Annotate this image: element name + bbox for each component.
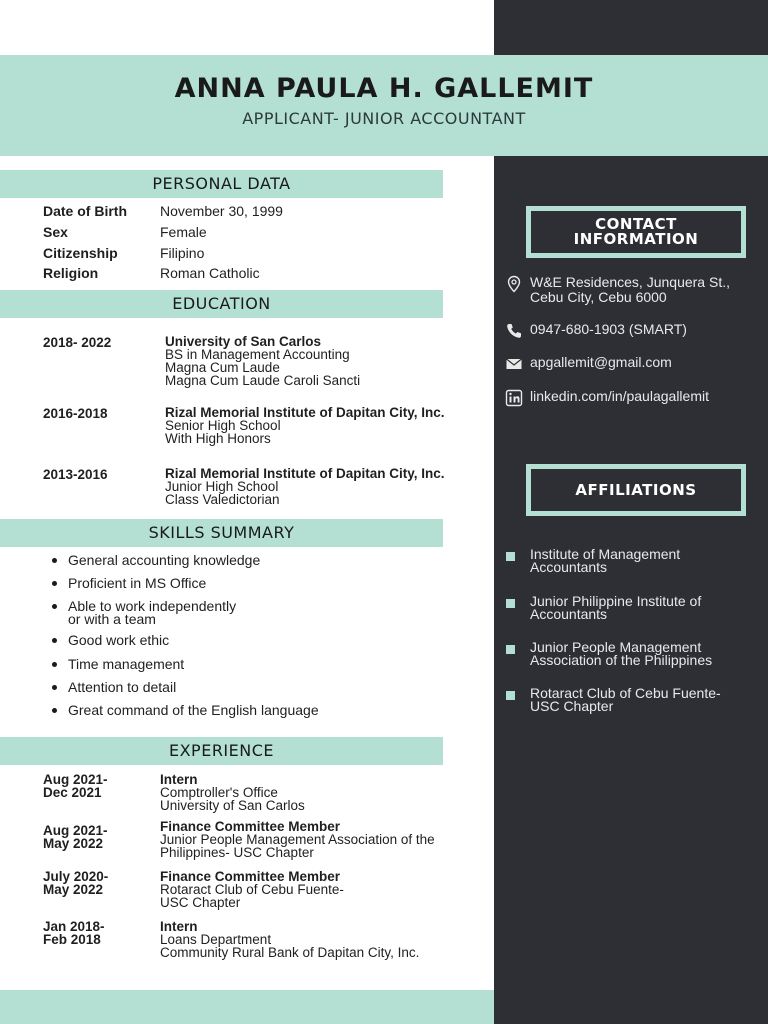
school-name: University of San Carlos: [165, 334, 322, 349]
affiliation-line: USC Chapter: [530, 698, 614, 714]
section-title-experience: EXPERIENCE: [0, 737, 443, 765]
affiliation-line: Accountants: [530, 606, 608, 622]
school-name: Rizal Memorial Institute of Dapitan City, Inc.: [165, 405, 445, 420]
section-title-education: EDUCATION: [0, 290, 443, 318]
affiliation-line: Accountants: [530, 559, 608, 575]
experience-date: [43, 824, 153, 850]
pd-value: Filipino: [160, 245, 205, 261]
experience-detail: USC Chapter: [160, 895, 241, 910]
affiliation-text: [530, 548, 755, 574]
experience-detail: Community Rural Bank of Dapitan City, Inc.: [160, 945, 420, 960]
footer-band: [0, 990, 494, 1024]
affiliations-title: AFFILIATIONS: [575, 481, 697, 499]
bullet-icon: [52, 604, 57, 609]
education-detail: Magna Cum Laude Caroli Sancti: [165, 373, 361, 388]
bullet-icon: [52, 638, 57, 643]
affiliation-text: [530, 687, 755, 713]
position-title: Intern: [160, 919, 198, 934]
phone-text: 0947-680-1903 (SMART): [530, 321, 687, 337]
skill-text: Great command of the English language: [68, 702, 319, 718]
contact-title-line1: CONTACT: [595, 215, 677, 233]
affiliations-title-box: [526, 464, 746, 516]
address-text: [530, 275, 765, 305]
date-end: Dec 2021: [43, 785, 102, 800]
pd-value: Female: [160, 224, 207, 240]
email-text[interactable]: apgallemit@gmail.com: [530, 354, 672, 370]
education-years: 2018- 2022: [43, 335, 112, 350]
experience-detail: Comptroller's Office: [160, 785, 278, 800]
education-detail: Junior High School: [165, 479, 279, 494]
pd-label: Date of Birth: [43, 203, 127, 219]
bullet-icon: [52, 685, 57, 690]
education-detail: Magna Cum Laude: [165, 360, 280, 375]
education-detail: Class Valedictorian: [165, 492, 280, 507]
address-line: Cebu City, Cebu 6000: [530, 289, 667, 305]
pd-value: November 30, 1999: [160, 203, 283, 219]
section-title-personal-data: PERSONAL DATA: [0, 170, 443, 198]
education-years: 2013-2016: [43, 467, 108, 482]
applicant-role: APPLICANT- JUNIOR ACCOUNTANT: [242, 109, 526, 128]
pd-label: Religion: [43, 265, 99, 281]
date-start: July 2020-: [43, 869, 109, 884]
affiliation-line: Junior People Management: [530, 639, 702, 655]
date-start: Aug 2021-: [43, 772, 108, 787]
contact-title-line2: INFORMATION: [573, 230, 699, 248]
bullet-icon: [52, 558, 57, 563]
education-entry: [165, 467, 485, 506]
position-title: Intern: [160, 772, 198, 787]
experience-detail: Philippines- USC Chapter: [160, 845, 314, 860]
experience-entry: [160, 773, 480, 812]
phone-icon: [505, 322, 523, 340]
experience-entry: [160, 870, 480, 909]
date-end: Feb 2018: [43, 932, 101, 947]
date-end: May 2022: [43, 882, 104, 897]
education-detail: Senior High School: [165, 418, 281, 433]
header-band: [0, 55, 768, 156]
education-detail: BS in Management Accounting: [165, 347, 350, 362]
experience-detail: Rotaract Club of Cebu Fuente-: [160, 882, 344, 897]
date-start: Jan 2018-: [43, 919, 105, 934]
linkedin-icon: [505, 389, 523, 407]
bullet-icon: [52, 708, 57, 713]
skill-text: Good work ethic: [68, 632, 170, 648]
skill-text: Attention to detail: [68, 679, 177, 695]
affiliation-line: Junior Philippine Institute of: [530, 593, 702, 609]
envelope-icon: [505, 355, 523, 373]
education-years: 2016-2018: [43, 406, 108, 421]
square-bullet-icon: [506, 599, 515, 608]
affiliation-line: Institute of Management: [530, 546, 681, 562]
date-start: Aug 2021-: [43, 823, 108, 838]
applicant-name: ANNA PAULA H. GALLEMIT: [174, 73, 594, 104]
experience-detail: Junior People Management Association of the: [160, 832, 435, 847]
education-entry: [165, 335, 485, 387]
section-title-skills: SKILLS SUMMARY: [0, 519, 443, 547]
experience-entry: [160, 920, 480, 959]
location-pin-icon: [505, 275, 523, 293]
affiliation-text: [530, 641, 755, 667]
experience-date: [43, 870, 153, 896]
address-line: W&E Residences, Junquera St.,: [530, 274, 730, 290]
affiliation-text: [530, 595, 755, 621]
linkedin-text[interactable]: linkedin.com/in/paulagallemit: [530, 388, 709, 404]
experience-date: [43, 773, 153, 799]
bullet-icon: [52, 662, 57, 667]
pd-label: Sex: [43, 224, 68, 240]
skill-text: or with a team: [68, 611, 156, 627]
contact-title-box: [526, 206, 746, 258]
position-title: Finance Committee Member: [160, 819, 341, 834]
skill-text: Time management: [68, 656, 185, 672]
experience-date: [43, 920, 153, 946]
date-end: May 2022: [43, 836, 104, 851]
affiliation-line: Association of the Philippines: [530, 652, 713, 668]
skill-text: General accounting knowledge: [68, 552, 261, 568]
skill-text: Able to work independently: [68, 598, 237, 614]
square-bullet-icon: [506, 645, 515, 654]
education-entry: [165, 406, 485, 445]
experience-detail: University of San Carlos: [160, 798, 305, 813]
skill-text: Proficient in MS Office: [68, 575, 207, 591]
position-title: Finance Committee Member: [160, 869, 341, 884]
school-name: Rizal Memorial Institute of Dapitan City, Inc.: [165, 466, 445, 481]
square-bullet-icon: [506, 691, 515, 700]
affiliation-line: Rotaract Club of Cebu Fuente-: [530, 685, 721, 701]
experience-entry: [160, 820, 480, 859]
experience-detail: Loans Department: [160, 932, 272, 947]
square-bullet-icon: [506, 552, 515, 561]
pd-label: Citizenship: [43, 245, 118, 261]
pd-value: Roman Catholic: [160, 265, 260, 281]
education-detail: With High Honors: [165, 431, 271, 446]
bullet-icon: [52, 581, 57, 586]
